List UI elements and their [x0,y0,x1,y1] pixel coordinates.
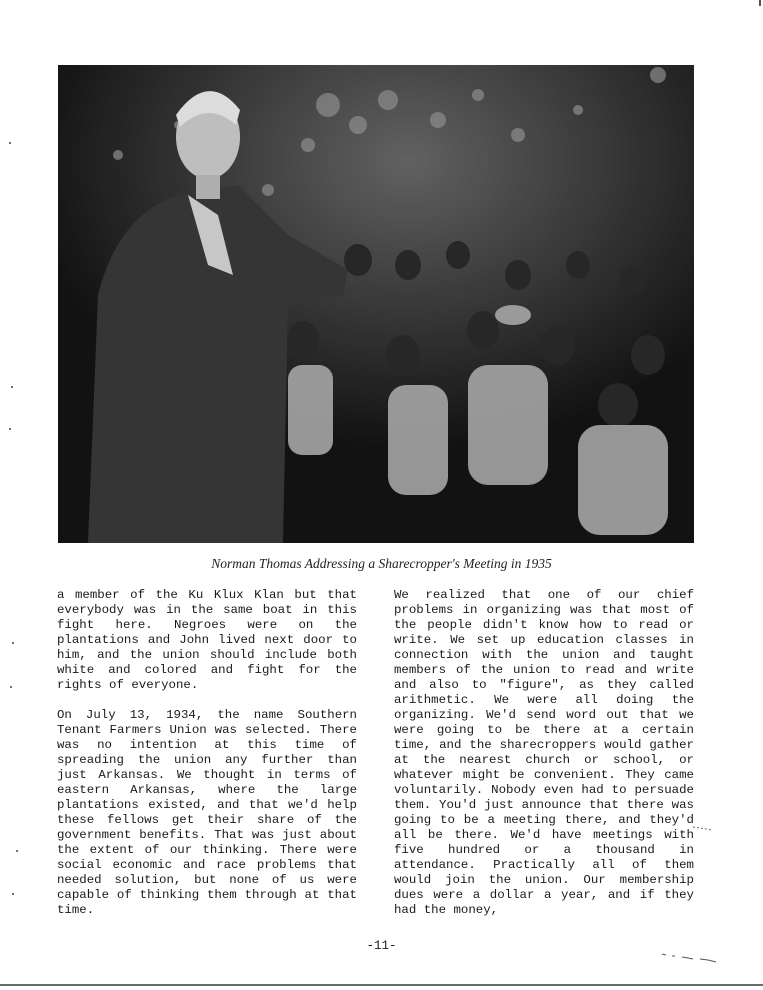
left-column [57,588,357,933]
photo-caption: Norman Thomas Addressing a Sharecropper's Meeting in 1935 [211,556,552,571]
margin-mark [11,386,13,388]
margin-mark [12,893,14,895]
right-column [394,588,694,933]
paragraph: On July 13, 1934, the name Southern Tenant Farmers Union was selected. There was no intention at this time of spreading the union any further than just Arkansas. We thought in terms of eastern Arkansas, where the large plantations existed, and that we'd help these fellows get their share of the government benefits. That was just about the extent of our thinking. There were social economic and race problems that needed solution, but none of us were capable of thinking them through at that time. [57,708,357,917]
paragraph: a member of the Ku Klux Klan but that everybody was in the same boat in this fight here. Negroes were on the plantations and John lived next door to him, and the union should include both white and colored and fight for the rights of everyone. [57,588,357,692]
bottom-rule [0,984,763,986]
pencil-mark-icon [660,950,730,964]
photograph [58,65,694,543]
edge-mark [759,0,761,6]
margin-mark [12,642,14,644]
margin-mark [9,142,11,144]
margin-mark [9,428,11,430]
margin-mark [10,686,12,688]
paragraph: We realized that one of our chief problems in organizing was that most of the people didn't know how to read or write. We set up education classes in connection with the union and taught members of the union to read and write and also to "figure", as they called arithmetic. We were all doing the organizing. We'd send word out that we were going to be there at a certain time, and the sharecroppers would gather at the nearest church or school, or whatever might be convenient. They came voluntarily. Nobody even had to persuade them. You'd just announce that there was going to be a meeting there, and they'd all be there. We'd have meetings with five hundred or a thousand in attendance. Practically all of them would join the union. Our membership dues were a dollar a year, and if they had the money, [394,588,694,917]
pencil-mark-icon [692,822,714,832]
margin-mark [16,850,18,852]
photograph-speaker-crowd-icon [58,65,694,543]
page-number: -11- [366,939,397,953]
